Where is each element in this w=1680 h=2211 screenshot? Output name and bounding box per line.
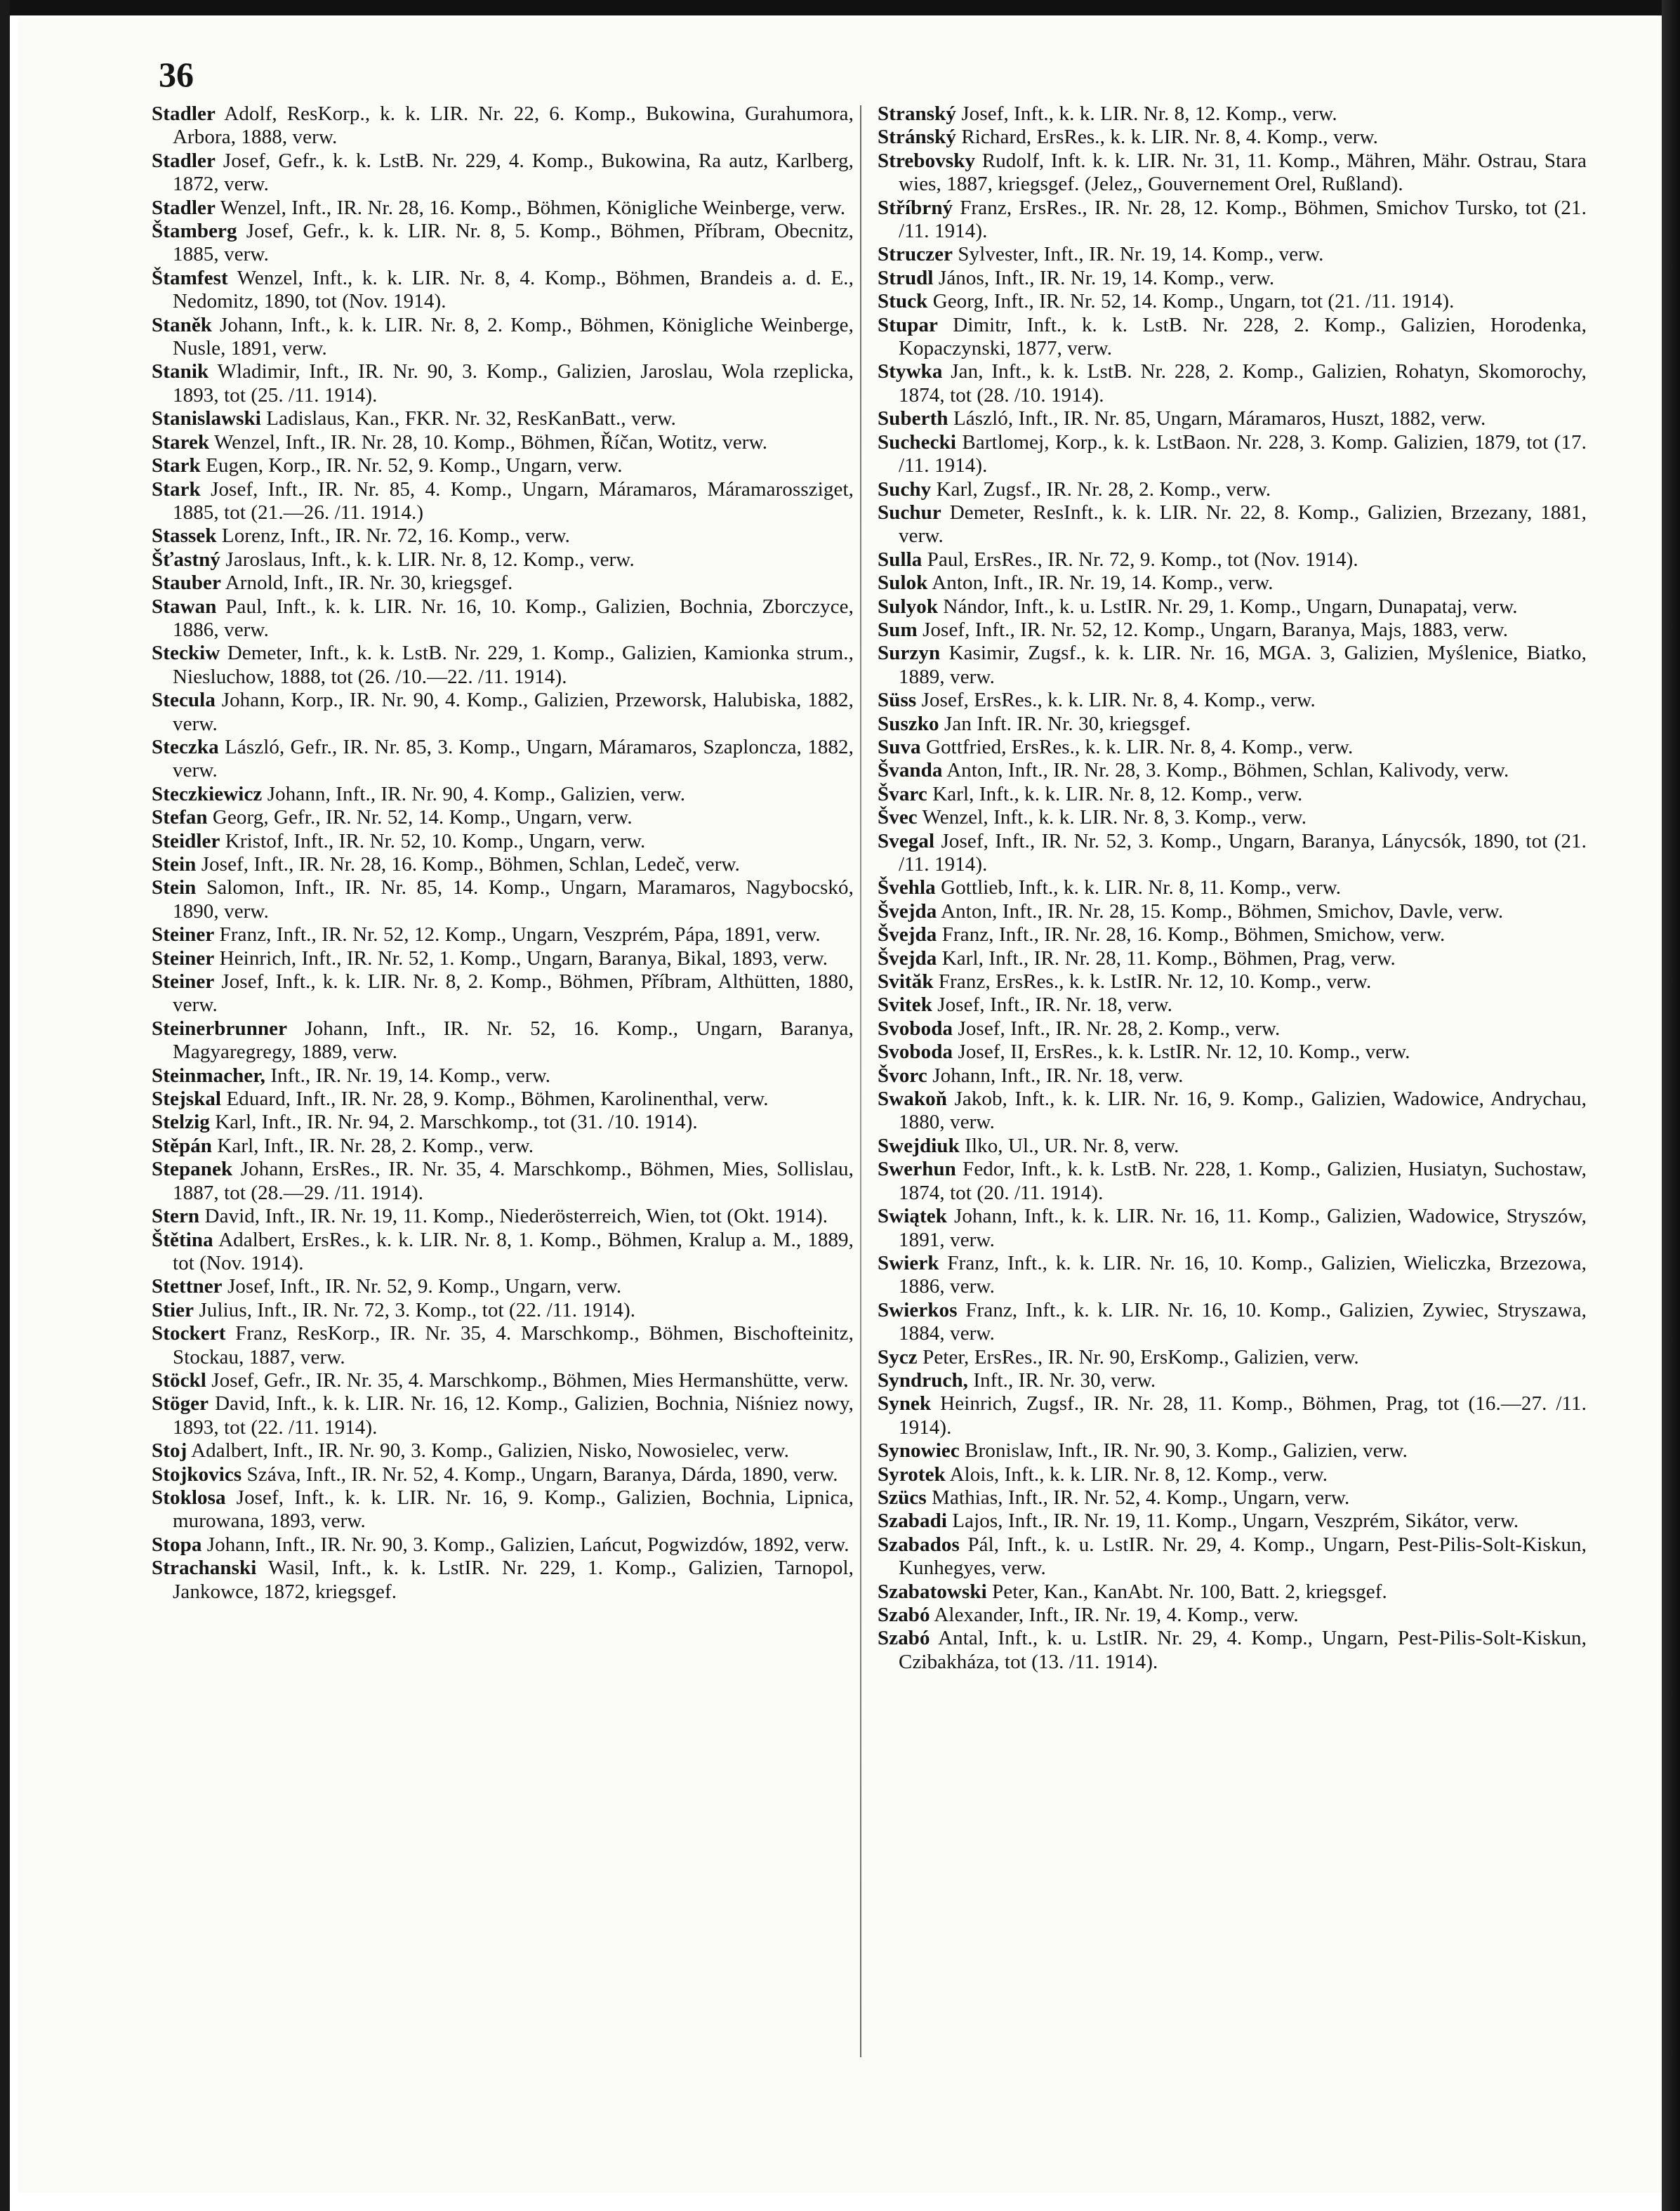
entry-surname: Sulok	[878, 572, 928, 595]
entry-details: Josef, Inft., IR. Nr. 85, 4. Komp., Ungarn, Máramaros, Máramarossziget, 1885, tot (21.—26. /11. 1914.)	[173, 477, 854, 524]
casualty-entry	[878, 1627, 1587, 1674]
casualty-entry	[152, 524, 854, 548]
entry-surname: Svitek	[878, 994, 932, 1017]
entry-details: Karl, Zugsf., IR. Nr. 28, 2. Komp., verw.	[931, 477, 1271, 501]
entry-surname: Struczer	[878, 243, 953, 266]
casualty-entry	[878, 407, 1587, 430]
casualty-entry	[152, 1439, 854, 1463]
entry-surname: Švorc	[878, 1064, 927, 1087]
entry-surname: Stadler	[152, 196, 216, 219]
casualty-entry	[878, 759, 1587, 782]
entry-details: Antal, Inft., k. u. LstIR. Nr. 29, 4. Komp., Ungarn, Pest-Pilis-Solt-Kiskun, Czibakháza, tot (13. /11. 1914).	[899, 1627, 1587, 1673]
entry-surname: Stern	[152, 1205, 200, 1228]
entry-details: Josef, Gefr., k. k. LIR. Nr. 8, 5. Komp., Böhmen, Příbram, Obecnitz, 1885, verw.	[173, 220, 854, 266]
casualty-entry	[878, 150, 1587, 197]
entry-surname: Stefan	[152, 806, 208, 829]
entry-surname: Švejda	[878, 923, 937, 946]
casualty-entry	[878, 1088, 1587, 1135]
entry-details: Heinrich, Inft., IR. Nr. 52, 1. Komp., Ungarn, Baranya, Bikal, 1893, verw.	[214, 946, 828, 970]
entry-details: Demeter, Inft., k. k. LstB. Nr. 229, 1. Komp., Galizien, Kamionka strum., Niesluchow, 1888, tot (26. /10.—22. /11. 1914).	[173, 642, 854, 688]
entry-surname: Stoklosa	[152, 1486, 226, 1509]
entry-details: Wenzel, Inft., IR. Nr. 28, 16. Komp., Böhmen, Königliche Weinberge, verw.	[215, 196, 846, 219]
entry-details: Josef, Inft., IR. Nr. 52, 9. Komp., Ungarn, verw.	[222, 1275, 622, 1298]
entry-details: Pál, Inft., k. u. LstIR. Nr. 29, 4. Komp., Ungarn, Pest-Pilis-Solt-Kiskun, Kunhegyes, verw.	[899, 1533, 1587, 1580]
entry-details: Arnold, Inft., IR. Nr. 30, kriegsgef.	[221, 572, 513, 595]
entry-details: Josef, Inft., IR. Nr. 28, 16. Komp., Böhmen, Schlan, Ledeč, verw.	[196, 853, 741, 876]
entry-surname: Švanda	[878, 759, 943, 782]
entry-surname: Suchur	[878, 501, 941, 524]
entry-surname: Svoboda	[878, 1017, 953, 1040]
entry-surname: Steiner	[152, 970, 215, 994]
casualty-entry	[878, 290, 1587, 313]
entry-surname: Stranský	[878, 103, 956, 125]
casualty-entry	[878, 197, 1587, 244]
entry-details: Josef, II, ErsRes., k. k. LstIR. Nr. 12, 10. Komp., verw.	[953, 1041, 1410, 1064]
entry-surname: Svităk	[878, 970, 934, 994]
entry-surname: Swierkos	[878, 1298, 958, 1321]
entry-details: Josef, Inft., IR. Nr. 52, 3. Komp., Ungarn, Baranya, Lánycsók, 1890, tot (21. /11. 1914).	[899, 829, 1587, 876]
entry-surname: Steczkiewicz	[152, 782, 263, 805]
casualty-entry	[152, 876, 854, 923]
entry-details: Peter, Kan., KanAbt. Nr. 100, Batt. 2, kriegsgef.	[986, 1580, 1387, 1603]
right-column	[878, 103, 1587, 1674]
entry-surname: Sulyok	[878, 595, 939, 618]
entry-details: Wasil, Inft., k. k. LstIR. Nr. 229, 1. Komp., Galizien, Tarnopol, Jankowce, 1872, kriegsgef.	[173, 1557, 854, 1603]
entry-surname: Stier	[152, 1298, 194, 1321]
entry-details: Anton, Inft., IR. Nr. 19, 14. Komp., verw.	[927, 572, 1274, 595]
entry-surname: Sycz	[878, 1345, 918, 1368]
casualty-entry	[878, 994, 1587, 1017]
entry-surname: Štětina	[152, 1228, 213, 1251]
casualty-entry	[878, 1439, 1587, 1463]
left-column	[152, 103, 854, 1604]
casualty-entry	[878, 713, 1587, 736]
entry-details: Nándor, Inft., k. u. LstIR. Nr. 29, 1. Komp., Ungarn, Dunapataj, verw.	[938, 595, 1518, 618]
entry-details: Bartlomej, Korp., k. k. LstBaon. Nr. 228, 3. Komp. Galizien, 1879, tot (17. /11. 1914).	[899, 430, 1587, 477]
entry-details: Josef, Inft., k. k. LIR. Nr. 8, 12. Komp., verw.	[956, 103, 1337, 125]
entry-surname: Švehla	[878, 876, 936, 899]
casualty-entry	[152, 1322, 854, 1369]
entry-details: Anton, Inft., IR. Nr. 28, 3. Komp., Böhmen, Schlan, Kalivody, verw.	[942, 759, 1509, 782]
casualty-entry	[152, 103, 854, 150]
casualty-entry	[152, 1017, 854, 1064]
entry-details: Richard, ErsRes., k. k. LIR. Nr. 8, 4. Komp., verw.	[956, 126, 1378, 149]
entry-surname: Štamberg	[152, 220, 237, 243]
casualty-entry	[878, 1041, 1587, 1064]
entry-surname: Stěpán	[152, 1134, 213, 1157]
casualty-entry	[152, 1275, 854, 1298]
casualty-entry	[152, 1205, 854, 1228]
entry-surname: Švejda	[878, 946, 937, 970]
casualty-entry	[878, 548, 1587, 572]
entry-surname: Stassek	[152, 524, 217, 548]
entry-surname: Stadler	[152, 103, 216, 125]
entry-surname: Steidler	[152, 829, 220, 852]
entry-surname: Sum	[878, 618, 918, 641]
casualty-entry	[878, 689, 1587, 712]
casualty-entry	[152, 689, 854, 736]
entry-surname: Suva	[878, 735, 921, 758]
casualty-entry	[878, 1486, 1587, 1510]
entry-surname: Sulla	[878, 548, 922, 571]
entry-details: Wenzel, Inft., IR. Nr. 28, 10. Komp., Böhmen, Říčan, Wotitz, verw.	[209, 430, 768, 454]
casualty-entry	[878, 314, 1587, 361]
entry-surname: Suberth	[878, 407, 948, 430]
entry-surname: Szabó	[878, 1627, 930, 1650]
casualty-entry	[152, 407, 854, 430]
entry-surname: Svegal	[878, 829, 935, 852]
entry-details: Johann, Inft., IR. Nr. 52, 16. Komp., Ungarn, Baranya, Magyaregregy, 1889, verw.	[173, 1017, 854, 1064]
casualty-entry	[152, 431, 854, 454]
casualty-entry	[152, 197, 854, 220]
entry-details: Demeter, ResInft., k. k. LIR. Nr. 22, 8. Komp., Galizien, Brzezany, 1881, verw.	[899, 501, 1587, 548]
column-divider	[860, 105, 861, 2057]
entry-details: Adalbert, Inft., IR. Nr. 90, 3. Komp., Galizien, Nisko, Nowosielec, verw.	[187, 1439, 789, 1463]
casualty-entry	[878, 595, 1587, 619]
entry-details: Rudolf, Inft. k. k. LIR. Nr. 31, 11. Komp., Mähren, Mähr. Ostrau, Stara wies, 1887, kriegsgef. (Jelez,, Gouvernement Orel, Rußland).	[899, 149, 1587, 196]
entry-details: Josef, Inft., IR. Nr. 18, verw.	[932, 994, 1172, 1017]
entry-surname: Steczka	[152, 735, 219, 758]
casualty-entry	[878, 1158, 1587, 1205]
casualty-entry	[152, 923, 854, 946]
casualty-entry	[878, 1463, 1587, 1486]
entry-details: László, Gefr., IR. Nr. 85, 3. Komp., Ungarn, Máramaros, Szaploncza, 1882, verw.	[173, 735, 854, 782]
entry-surname: Szücs	[878, 1486, 927, 1509]
entry-details: Franz, Inft., k. k. LIR. Nr. 16, 10. Komp., Galizien, Zywiec, Stryszawa, 1884, verw.	[899, 1298, 1587, 1345]
casualty-entry	[152, 806, 854, 829]
entry-details: Fedor, Inft., k. k. LstB. Nr. 228, 1. Komp., Galizien, Husiatyn, Suchostaw, 1874, tot (20. /11. 1914).	[899, 1158, 1587, 1204]
casualty-entry	[152, 970, 854, 1017]
casualty-entry	[878, 830, 1587, 877]
entry-details: Száva, Inft., IR. Nr. 52, 4. Komp., Ungarn, Baranya, Dárda, 1890, verw.	[242, 1463, 838, 1486]
casualty-entry	[878, 876, 1587, 899]
entry-surname: Stein	[152, 853, 197, 876]
casualty-entry	[878, 900, 1587, 923]
casualty-entry	[152, 267, 854, 314]
entry-surname: Swerhun	[878, 1158, 956, 1181]
casualty-entry	[152, 830, 854, 853]
entry-details: Mathias, Inft., IR. Nr. 52, 4. Komp., Ungarn, verw.	[926, 1486, 1350, 1509]
entry-details: Gottfried, ErsRes., k. k. LIR. Nr. 8, 4. Komp., verw.	[920, 735, 1354, 758]
entry-surname: Suchy	[878, 477, 932, 501]
entry-details: Johann, ErsRes., IR. Nr. 35, 4. Marschkomp., Böhmen, Mies, Sollislau, 1887, tot (28.—29. /11. 1914).	[173, 1158, 854, 1204]
casualty-entry	[878, 806, 1587, 829]
casualty-entry	[878, 126, 1587, 149]
entry-surname: Starek	[152, 430, 210, 454]
entry-surname: Stelzig	[152, 1111, 210, 1134]
entry-surname: Swakoň	[878, 1088, 947, 1111]
entry-details: Kasimir, Zugsf., k. k. LIR. Nr. 16, MGA. 3, Galizien, Myślenice, Biatko, 1889, verw.	[899, 642, 1587, 688]
entry-details: Sylvester, Inft., IR. Nr. 19, 14. Komp., verw.	[953, 243, 1324, 266]
entry-details: Adalbert, ErsRes., k. k. LIR. Nr. 8, 1. Komp., Böhmen, Kralup a. M., 1889, tot (Nov. 1914).	[173, 1228, 854, 1274]
casualty-entry	[152, 1486, 854, 1533]
entry-details: Karl, Inft., IR. Nr. 28, 2. Komp., verw.	[212, 1134, 534, 1157]
casualty-entry	[878, 970, 1587, 994]
entry-surname: Stojkovics	[152, 1463, 242, 1486]
entry-surname: Süss	[878, 689, 917, 712]
casualty-entry	[152, 783, 854, 806]
entry-details: Jan, Inft., k. k. LstB. Nr. 228, 2. Komp., Galizien, Rohatyn, Skomorochy, 1874, tot (28. /10. 1914).	[899, 360, 1587, 407]
entry-surname: Steiner	[152, 923, 215, 946]
casualty-entry	[152, 150, 854, 197]
entry-details: Johann, Inft., IR. Nr. 90, 3. Komp., Galizien, Lańcut, Pogwizdów, 1892, verw.	[201, 1533, 849, 1556]
entry-details: Dimitr, Inft., k. k. LstB. Nr. 228, 2. Komp., Galizien, Horodenka, Kopaczynski, 1877, verw.	[899, 313, 1587, 360]
entry-details: Jaroslaus, Inft., k. k. LIR. Nr. 8, 12. Komp., verw.	[220, 548, 635, 571]
casualty-entry	[152, 1229, 854, 1276]
entry-details: Paul, Inft., k. k. LIR. Nr. 16, 10. Komp., Galizien, Bochnia, Zborczyce, 1886, verw.	[173, 595, 854, 641]
entry-details: Paul, ErsRes., IR. Nr. 72, 9. Komp., tot (Nov. 1914).	[922, 548, 1358, 571]
entry-details: Karl, Inft., IR. Nr. 94, 2. Marschkomp., tot (31. /10. 1914).	[209, 1111, 698, 1134]
entry-details: Johann, Inft., k. k. LIR. Nr. 16, 11. Komp., Galizien, Wadowice, Stryszów, 1891, verw.	[899, 1205, 1587, 1251]
entry-details: Ladislaus, Kan., FKR. Nr. 32, ResKanBatt., verw.	[260, 407, 676, 430]
entry-details: Wenzel, Inft., k. k. LIR. Nr. 8, 4. Komp., Böhmen, Brandeis a. d. E., Nedomitz, 1890, tot (Nov. 1914).	[173, 266, 854, 313]
page-number: 36	[159, 55, 194, 94]
entry-surname: Stepanek	[152, 1158, 233, 1181]
scan-right-edge	[1662, 0, 1680, 2211]
casualty-entry	[152, 454, 854, 477]
entry-surname: Švarc	[878, 782, 927, 805]
entry-surname: Staněk	[152, 313, 213, 336]
entry-surname: Stöckl	[152, 1368, 206, 1392]
entry-details: Ilko, Ul., UR. Nr. 8, verw.	[959, 1134, 1179, 1157]
entry-details: Josef, Gefr., IR. Nr. 35, 4. Marschkomp., Böhmen, Mies Hermanshütte, verw.	[206, 1368, 849, 1392]
entry-surname: Švec	[878, 806, 918, 829]
entry-surname: Švejda	[878, 899, 937, 923]
casualty-entry	[152, 1463, 854, 1486]
entry-details: Johann, Korp., IR. Nr. 90, 4. Komp., Galizien, Przeworsk, Halubiska, 1882, verw.	[173, 689, 854, 735]
entry-surname: Stadler	[152, 149, 216, 172]
entry-surname: Stawan	[152, 595, 217, 618]
entry-surname: Swiątek	[878, 1205, 947, 1228]
casualty-entry	[878, 1604, 1587, 1627]
entry-details: David, Inft., k. k. LIR. Nr. 16, 12. Komp., Galizien, Bochnia, Niśniez nowy, 1893, tot (22. /11. 1914).	[173, 1392, 854, 1439]
entry-details: Franz, ErsRes., k. k. LstIR. Nr. 12, 10. Komp., verw.	[933, 970, 1372, 994]
casualty-entry	[152, 1088, 854, 1111]
casualty-entry	[152, 1064, 854, 1088]
entry-details: Josef, Gefr., k. k. LstB. Nr. 229, 4. Komp., Bukowina, Ra autz, Karlberg, 1872, verw.	[173, 149, 854, 196]
casualty-entry	[152, 1158, 854, 1205]
entry-details: Josef, ErsRes., k. k. LIR. Nr. 8, 4. Komp., verw.	[916, 689, 1316, 712]
entry-surname: Syrotek	[878, 1463, 946, 1486]
casualty-entry	[152, 1557, 854, 1604]
entry-details: Lorenz, Inft., IR. Nr. 72, 16. Komp., verw.	[216, 524, 571, 548]
entry-surname: Svoboda	[878, 1041, 953, 1064]
casualty-entry	[878, 1392, 1587, 1439]
entry-details: Franz, Inft., IR. Nr. 52, 12. Komp., Ungarn, Veszprém, Pápa, 1891, verw.	[214, 923, 821, 946]
entry-surname: Steinerbrunner	[152, 1017, 288, 1040]
entry-details: Josef, Inft., IR. Nr. 28, 2. Komp., verw.	[953, 1017, 1281, 1040]
entry-surname: Swejdiuk	[878, 1134, 960, 1157]
entry-surname: Strachanski	[152, 1557, 257, 1580]
entry-details: Karl, Inft., IR. Nr. 28, 11. Komp., Böhmen, Prag, verw.	[937, 946, 1396, 970]
entry-surname: Steiner	[152, 946, 215, 970]
entry-surname: Stein	[152, 876, 197, 899]
casualty-entry	[878, 923, 1587, 946]
entry-surname: Synek	[878, 1392, 932, 1415]
scan-left-edge	[0, 0, 10, 2211]
casualty-entry	[878, 1252, 1587, 1299]
entry-surname: Stříbrný	[878, 196, 953, 219]
casualty-entry	[152, 1135, 854, 1158]
entry-surname: Stejskal	[152, 1088, 222, 1111]
entry-surname: Stark	[152, 454, 201, 477]
casualty-entry	[152, 548, 854, 572]
casualty-entry	[878, 103, 1587, 126]
entry-details: Salomon, Inft., IR. Nr. 85, 14. Komp., Ungarn, Maramaros, Nagybocskó, 1890, verw.	[173, 876, 854, 923]
entry-details: Adolf, ResKorp., k. k. LIR. Nr. 22, 6. Komp., Bukowina, Gurahumora, Arbora, 1888, verw.	[173, 103, 854, 149]
casualty-entry	[878, 1017, 1587, 1041]
entry-details: Josef, Inft., k. k. LIR. Nr. 16, 9. Komp., Galizien, Bochnia, Lipnica, murowana, 1893, verw.	[173, 1486, 854, 1533]
entry-details: Eduard, Inft., IR. Nr. 28, 9. Komp., Böhmen, Karolinenthal, verw.	[221, 1088, 769, 1111]
entry-surname: Stanik	[152, 360, 209, 383]
entry-surname: Szabatowski	[878, 1580, 987, 1603]
casualty-entry	[878, 1064, 1587, 1088]
entry-details: Gottlieb, Inft., k. k. LIR. Nr. 8, 11. Komp., verw.	[935, 876, 1342, 899]
entry-details: Georg, Inft., IR. Nr. 52, 14. Komp., Ungarn, tot (21. /11. 1914).	[927, 290, 1455, 313]
casualty-entry	[152, 1111, 854, 1134]
entry-surname: Suszko	[878, 712, 939, 735]
entry-surname: Stecula	[152, 689, 216, 712]
entry-details: Georg, Gefr., IR. Nr. 52, 14. Komp., Ungarn, verw.	[207, 806, 633, 829]
entry-details: David, Inft., IR. Nr. 19, 11. Komp., Niederösterreich, Wien, tot (Okt. 1914).	[199, 1205, 828, 1228]
entry-details: Alois, Inft., k. k. LIR. Nr. 8, 12. Komp., verw.	[945, 1463, 1328, 1486]
casualty-entry	[152, 572, 854, 595]
casualty-entry	[878, 1369, 1587, 1392]
entry-details: Heinrich, Zugsf., IR. Nr. 28, 11. Komp., Böhmen, Prag, tot (16.—27. /11. 1914).	[899, 1392, 1587, 1439]
entry-surname: Swierk	[878, 1251, 939, 1274]
casualty-entry	[878, 1510, 1587, 1533]
entry-details: Johann, Inft., k. k. LIR. Nr. 8, 2. Komp., Böhmen, Königliche Weinberge, Nusle, 1891, verw.	[173, 313, 854, 360]
casualty-entry	[878, 619, 1587, 642]
casualty-entry	[878, 267, 1587, 290]
entry-surname: Suchecki	[878, 430, 956, 454]
casualty-entry	[878, 1533, 1587, 1580]
entry-surname: Stockert	[152, 1322, 226, 1345]
casualty-entry	[878, 1580, 1587, 1604]
entry-surname: Steinmacher,	[152, 1064, 266, 1087]
entry-details: Karl, Inft., k. k. LIR. Nr. 8, 12. Komp., verw.	[927, 782, 1303, 805]
casualty-entry	[152, 314, 854, 361]
entry-surname: Stöger	[152, 1392, 209, 1415]
casualty-entry	[152, 853, 854, 876]
casualty-entry	[878, 947, 1587, 970]
entry-surname: Stauber	[152, 572, 221, 595]
casualty-entry	[878, 1205, 1587, 1252]
entry-details: Josef, Inft., IR. Nr. 52, 12. Komp., Ungarn, Baranya, Majs, 1883, verw.	[917, 618, 1509, 641]
casualty-entry	[152, 1392, 854, 1439]
entry-details: Kristof, Inft., IR. Nr. 52, 10. Komp., Ungarn, verw.	[220, 829, 646, 852]
entry-surname: Stupar	[878, 313, 939, 336]
entry-details: Wenzel, Inft., k. k. LIR. Nr. 8, 3. Komp., verw.	[917, 806, 1307, 829]
entry-details: László, Inft., IR. Nr. 85, Ungarn, Máramaros, Huszt, 1882, verw.	[948, 407, 1486, 430]
entry-details: Lajos, Inft., IR. Nr. 19, 11. Komp., Ungarn, Veszprém, Sikátor, verw.	[947, 1510, 1519, 1533]
casualty-entry	[152, 478, 854, 525]
entry-details: Johann, Inft., IR. Nr. 18, verw.	[927, 1064, 1184, 1087]
casualty-entry	[878, 1135, 1587, 1158]
entry-surname: Stanislawski	[152, 407, 261, 430]
casualty-entry	[878, 736, 1587, 759]
entry-surname: Szabados	[878, 1533, 960, 1556]
scan-top-edge	[0, 0, 1680, 15]
casualty-entry	[152, 1369, 854, 1392]
entry-details: Alexander, Inft., IR. Nr. 19, 4. Komp., verw.	[930, 1604, 1299, 1626]
entry-details: Jan Inft. IR. Nr. 30, kriegsgef.	[939, 712, 1191, 735]
casualty-entry	[878, 431, 1587, 478]
casualty-entry	[152, 360, 854, 407]
casualty-entry	[152, 595, 854, 642]
entry-details: Inft., IR. Nr. 19, 14. Komp., verw.	[265, 1064, 551, 1087]
entry-surname: Szabadi	[878, 1510, 948, 1533]
entry-surname: Steckiw	[152, 642, 220, 665]
casualty-entry	[878, 501, 1587, 548]
casualty-entry	[878, 360, 1587, 407]
entry-surname: Strudl	[878, 266, 934, 289]
entry-surname: Synowiec	[878, 1439, 960, 1463]
entry-details: Johann, Inft., IR. Nr. 90, 4. Komp., Galizien, verw.	[262, 782, 686, 805]
entry-surname: Šťastný	[152, 548, 221, 571]
casualty-entry	[878, 572, 1587, 595]
casualty-entry	[152, 1299, 854, 1322]
entry-surname: Stark	[152, 477, 201, 501]
casualty-entry	[152, 642, 854, 689]
entry-details: Peter, ErsRes., IR. Nr. 90, ErsKomp., Galizien, verw.	[917, 1345, 1359, 1368]
entry-surname: Szabó	[878, 1604, 930, 1626]
casualty-entry	[878, 243, 1587, 266]
casualty-entry	[152, 220, 854, 267]
entry-details: Bronislaw, Inft., IR. Nr. 90, 3. Komp., Galizien, verw.	[959, 1439, 1408, 1463]
entry-surname: Štamfest	[152, 266, 228, 289]
entry-surname: Surzyn	[878, 642, 941, 665]
casualty-entry	[878, 642, 1587, 689]
entry-details: Anton, Inft., IR. Nr. 28, 15. Komp., Böhmen, Smichov, Davle, verw.	[937, 899, 1504, 923]
entry-details: Wladimir, Inft., IR. Nr. 90, 3. Komp., Galizien, Jaroslau, Wola rzeplicka, 1893, tot (25. /11. 1914).	[173, 360, 854, 407]
entry-surname: Syndruch,	[878, 1368, 969, 1392]
casualty-entry	[878, 1299, 1587, 1346]
entry-details: Inft., IR. Nr. 30, verw.	[968, 1368, 1156, 1392]
entry-surname: Stránský	[878, 126, 956, 149]
entry-details: Franz, Inft., IR. Nr. 28, 16. Komp., Böhmen, Smichow, verw.	[937, 923, 1446, 946]
entry-surname: Strebovsky	[878, 149, 976, 172]
entry-surname: Stoj	[152, 1439, 187, 1463]
entry-details: János, Inft., IR. Nr. 19, 14. Komp., verw.	[933, 266, 1275, 289]
entry-details: Franz, ErsRes., IR. Nr. 28, 12. Komp., Böhmen, Smichov Tursko, tot (21. /11. 1914).	[899, 196, 1587, 243]
casualty-entry	[878, 1346, 1587, 1369]
entry-details: Jakob, Inft., k. k. LIR. Nr. 16, 9. Komp., Galizien, Wadowice, Andrychau, 1880, verw.	[899, 1088, 1587, 1134]
casualty-entry	[152, 736, 854, 783]
entry-details: Josef, Inft., k. k. LIR. Nr. 8, 2. Komp., Böhmen, Příbram, Althütten, 1880, verw.	[173, 970, 854, 1017]
entry-details: Eugen, Korp., IR. Nr. 52, 9. Komp., Ungarn, verw.	[200, 454, 623, 477]
entry-surname: Stopa	[152, 1533, 202, 1556]
casualty-entry	[152, 947, 854, 970]
casualty-entry	[878, 783, 1587, 806]
entry-surname: Stuck	[878, 290, 928, 313]
casualty-entry	[152, 1533, 854, 1557]
entry-details: Julius, Inft., IR. Nr. 72, 3. Komp., tot (22. /11. 1914).	[194, 1298, 636, 1321]
entry-details: Franz, ResKorp., IR. Nr. 35, 4. Marschkomp., Böhmen, Bischofteinitz, Stockau, 1887, verw.	[173, 1322, 854, 1368]
entry-details: Franz, Inft., k. k. LIR. Nr. 16, 10. Komp., Galizien, Wieliczka, Brzezowa, 1886, verw.	[899, 1251, 1587, 1298]
entry-surname: Stywka	[878, 360, 943, 383]
casualty-entry	[878, 478, 1587, 501]
entry-surname: Stettner	[152, 1275, 223, 1298]
